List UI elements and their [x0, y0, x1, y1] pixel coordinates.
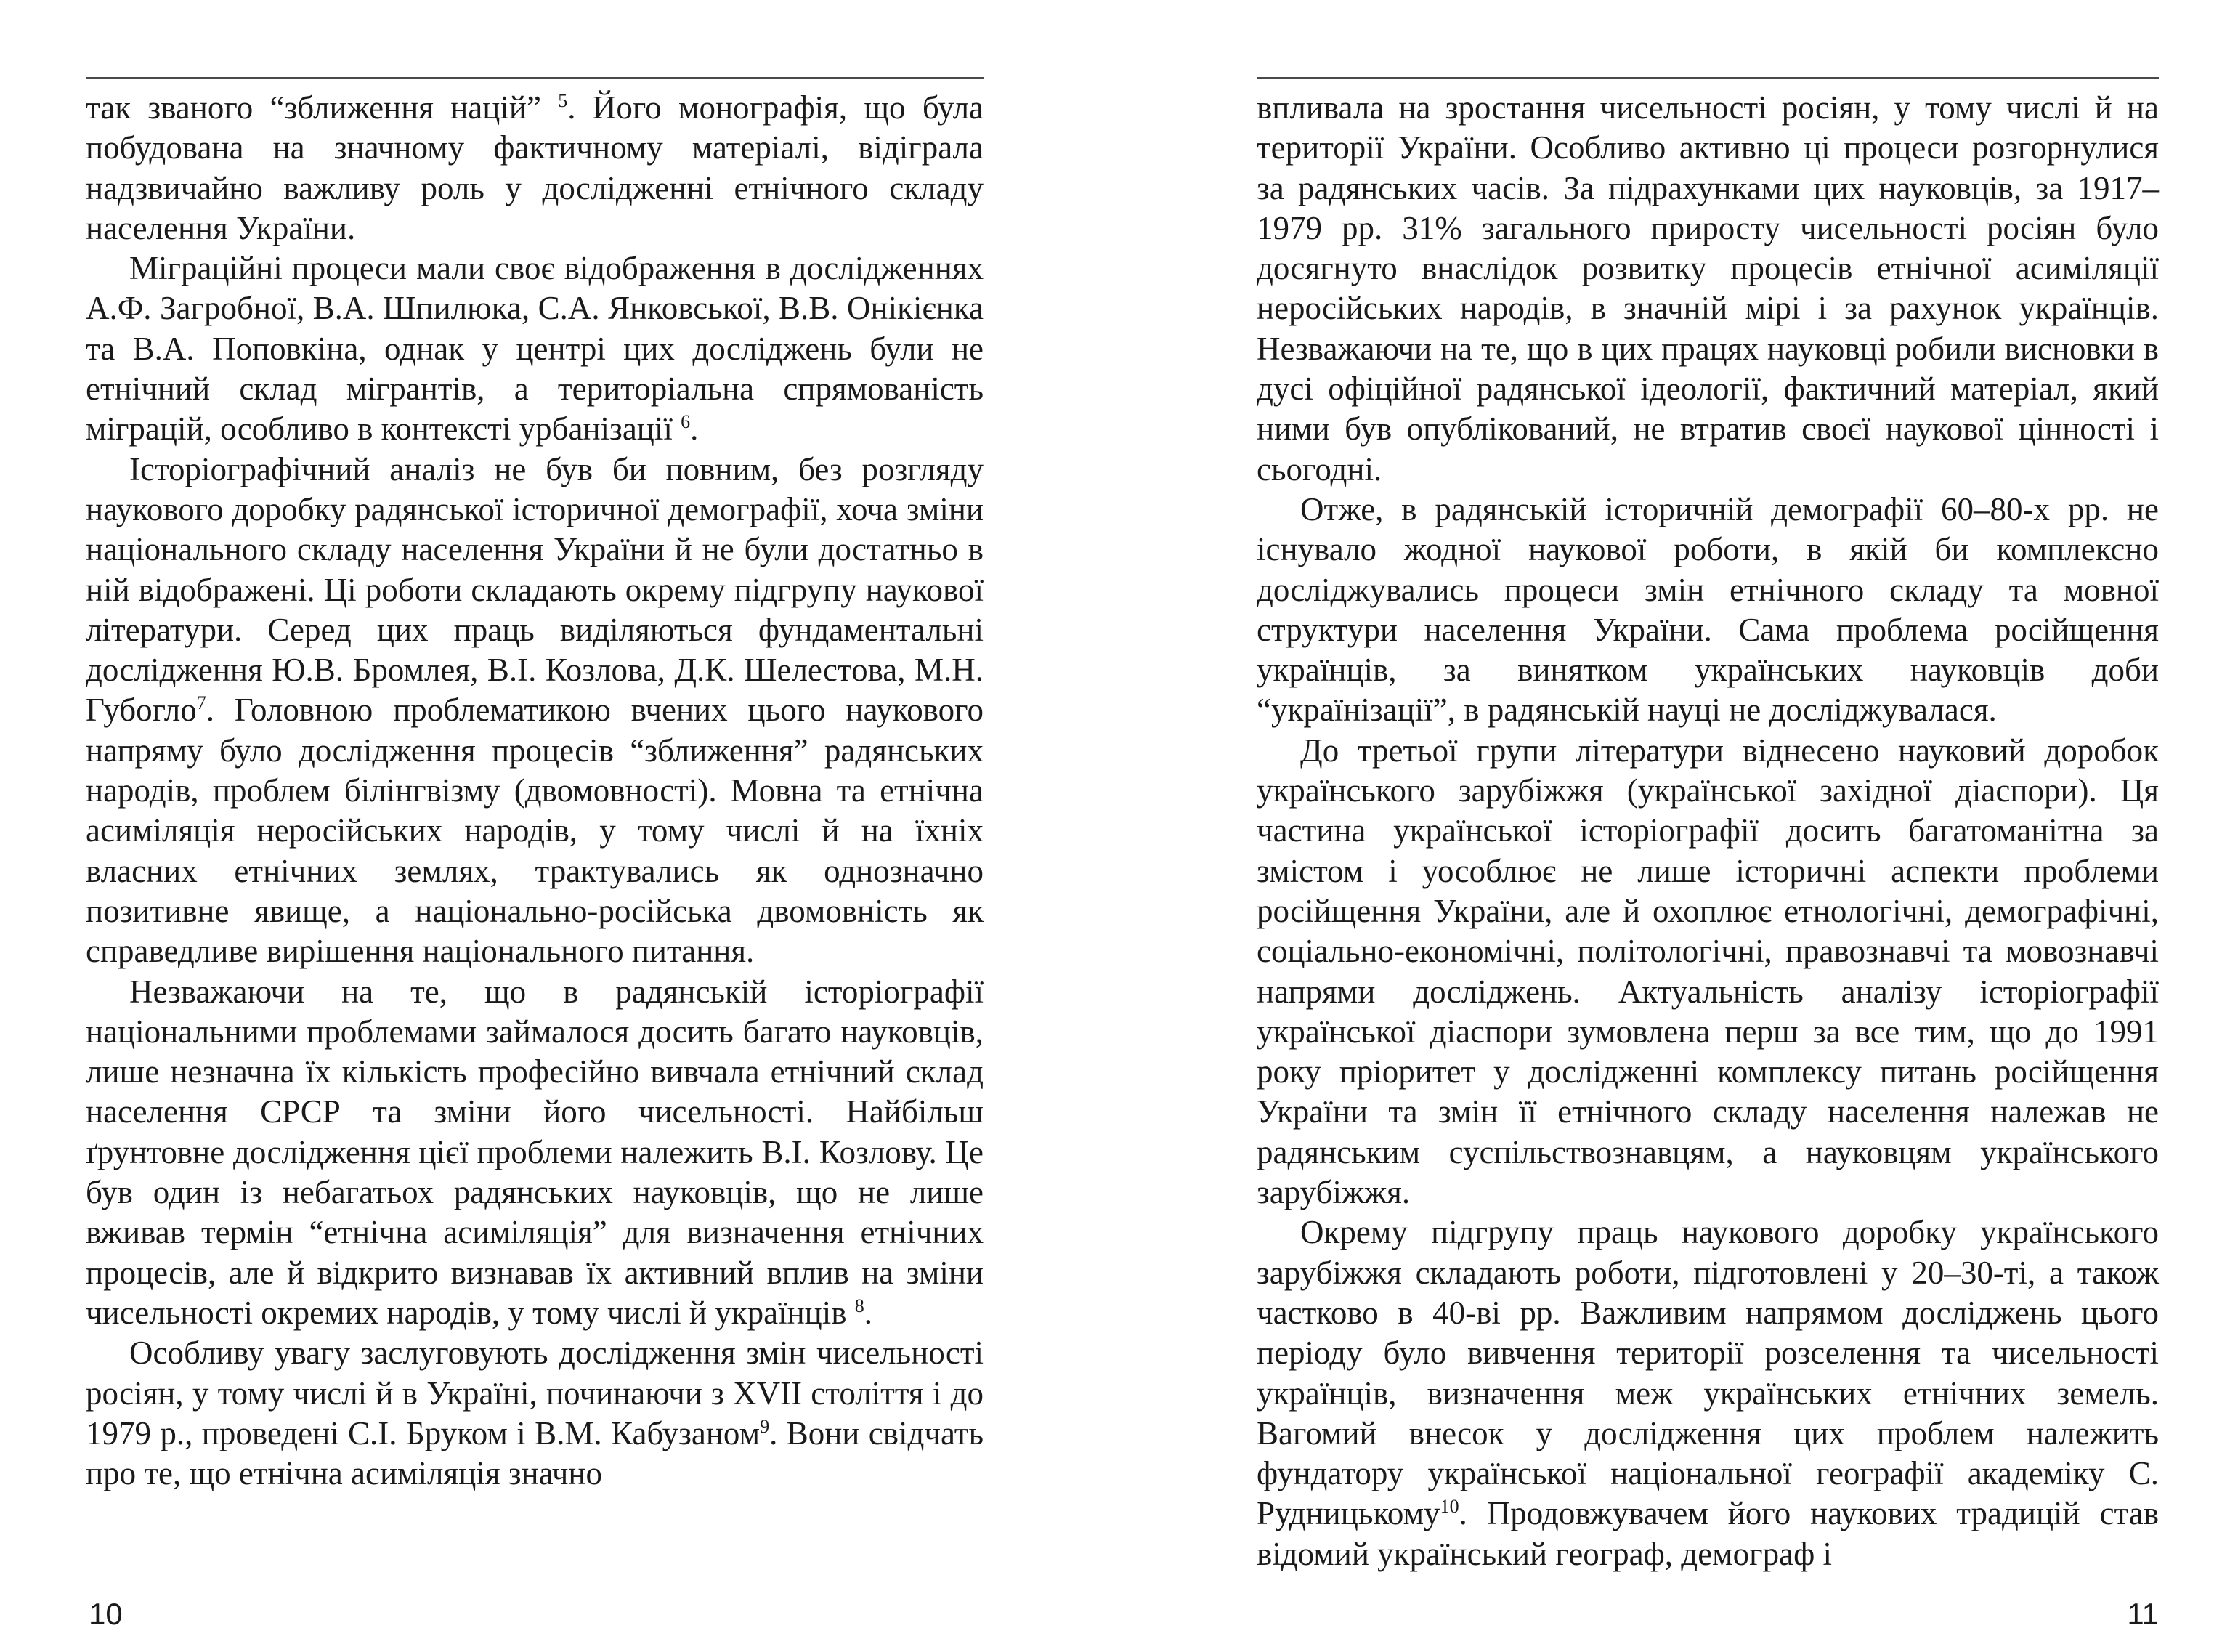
paragraph-text: . [864, 1294, 873, 1331]
paragraph [1257, 1212, 2159, 1574]
footnote-ref: 5 [558, 90, 568, 111]
footnote-ref: 9 [760, 1415, 770, 1437]
header-rule-left [86, 77, 984, 79]
header-rule-right [1257, 77, 2159, 79]
left-page [86, 0, 984, 1652]
paragraph-text: До третьої групи літератури віднесено науковий доробок українського зарубіжжя (української західної діаспори). Ця частина української історіографії досить багатоманітна за змістом і уособлює не лише історичні аспекти проблеми російщення України, але й охоплює етнологічні, демографічні, соціально-економічні, політологічні, правознавчі та мовознавчі напрями досліджень. Актуальність аналізу історіографії української діаспори зумовлена перш за все тим, що до 1991 року пріоритет у дослідженні комплексу питань російщення України та змін її етнічного складу населення належав не радянським суспільствознавцям, а науковцям українського зарубіжжя. [1257, 732, 2159, 1211]
paragraph-text: . Його монографія, що була побудована на значному фактичному матеріалі, відіграла надзвичайно важливу роль у дослідженні етнічного складу населення України. [86, 89, 984, 246]
right-page [1257, 0, 2159, 1652]
paragraph-text: Особливу увагу заслуговують дослідження змін чисельності росіян, у тому числі й в Україні, починаючи з XVII століття і до 1979 р., проведені С.І. Бруком і В.М. Кабузаном [86, 1335, 984, 1451]
footnote-ref: 7 [196, 692, 206, 714]
paragraph-text: так званого “зближення націй” [86, 89, 559, 126]
paragraph [86, 88, 984, 248]
paragraph [86, 972, 984, 1334]
paragraph-text: Історіографічний аналіз не був би повним, без розгляду наукового доробку радянської історичної демографії, хоча зміни національного складу населення України й не були достатньо в ній відображені. Ці роботи складають окрему підгрупу наукової літератури. Серед цих праць виділяються фундаментальні дослідження Ю.В. Бромлея, В.І. Козлова, Д.К. Шелестова, М.Н. Губогло [86, 450, 984, 729]
right-page-text [1257, 88, 2159, 1574]
paragraph-text: . Продовжувачем його наукових традицій став відомий український географ, демограф і [1257, 1495, 2159, 1572]
footnote-ref: 6 [681, 411, 691, 433]
paragraph [86, 248, 984, 449]
paragraph-text: Незважаючи на те, що в радянській історіографії національними проблемами займалося досить багато науковців, лише незначна їх кількість професійно вивчала етнічний склад населення СРСР та зміни його чисельності. Найбільш ґрунтовне дослідження цієї проблеми належить В.І. Козлову. Це був один із небагатьох радянських науковців, що не лише вживав термін “етнічна асиміляція” для визначення етнічних процесів, але й відкрито визнавав їх активний вплив на зміни чисельності окремих народів, у тому числі й українців [86, 973, 984, 1331]
paragraph-text: . [690, 410, 699, 448]
paragraph [86, 450, 984, 972]
paragraph-text: . Головною проблематикою вчених цього наукового напряму було дослідження процесів “зближення” радянських народів, проблем білінгвізму (двомовності). Мовна та етнічна асиміляція неросійських народів, у тому числі й на їхніх власних етнічних землях, трактувались як однозначно позитивне явище, а національно-російська двомовність як справедливе вирішення національного питання. [86, 692, 984, 970]
left-page-text [86, 88, 984, 1494]
page-number-right: 11 [2127, 1597, 2159, 1631]
paragraph [1257, 490, 2159, 731]
paragraph [86, 1333, 984, 1494]
footnote-ref: 10 [1440, 1496, 1459, 1518]
paragraph-text: Окрему підгрупу праць наукового доробку українського зарубіжжя складають роботи, підготовлені у 20–30-ті, а також частково в 40-ві рр. Важливим напрямом досліджень цього періоду було вивчення території розселення та чисельності українців, визначення меж українських етнічних земель. Вагомий внесок у дослідження цих проблем належить фундатору української національної географії академіку С. Рудницькому [1257, 1214, 2159, 1532]
paragraph-text: впливала на зростання чисельності росіян, у тому числі й на території України. Особливо активно ці процеси розгорнулися за радянських часів. За підрахунками цих науковців, за 1917–1979 рр. 31% загального приросту чисельності росіян було досягнуто внаслідок розвитку процесів етнічної асиміляції неросійських народів, в значній мірі і за рахунок українців. Незважаючи на те, що в цих працях науковці робили висновки в дусі офіційної радянської ідеології, фактичний матеріал, який ними був опублікований, не втратив своєї наукової цінності і сьогодні. [1257, 89, 2159, 487]
footnote-ref: 8 [854, 1295, 864, 1316]
page-number-left: 10 [89, 1597, 123, 1631]
paragraph [1257, 88, 2159, 490]
paragraph-text: Міграційні процеси мали своє відображення в дослідженнях А.Ф. Загробної, В.А. Шпилюка, С.А. Янковської, В.В. Онікієнка та В.А. Поповкіна, однак у центрі цих досліджень були не етнічний склад мігрантів, а територіальна спрямованість міграцій, особливо в контексті урбанізації [86, 250, 984, 448]
paragraph-text: . Вони свідчать про те, що етнічна асиміляція значно [86, 1414, 984, 1492]
paragraph-text: Отже, в радянській історичній демографії 60–80-х рр. не існувало жодної наукової роботи, в якій би комплексно досліджувались процеси змін етнічного складу та мовної структури населення України. Сама проблема російщення українців, за винятком українських науковців доби “українізації”, в радянській науці не досліджувалася. [1257, 490, 2159, 729]
paragraph [1257, 731, 2159, 1213]
